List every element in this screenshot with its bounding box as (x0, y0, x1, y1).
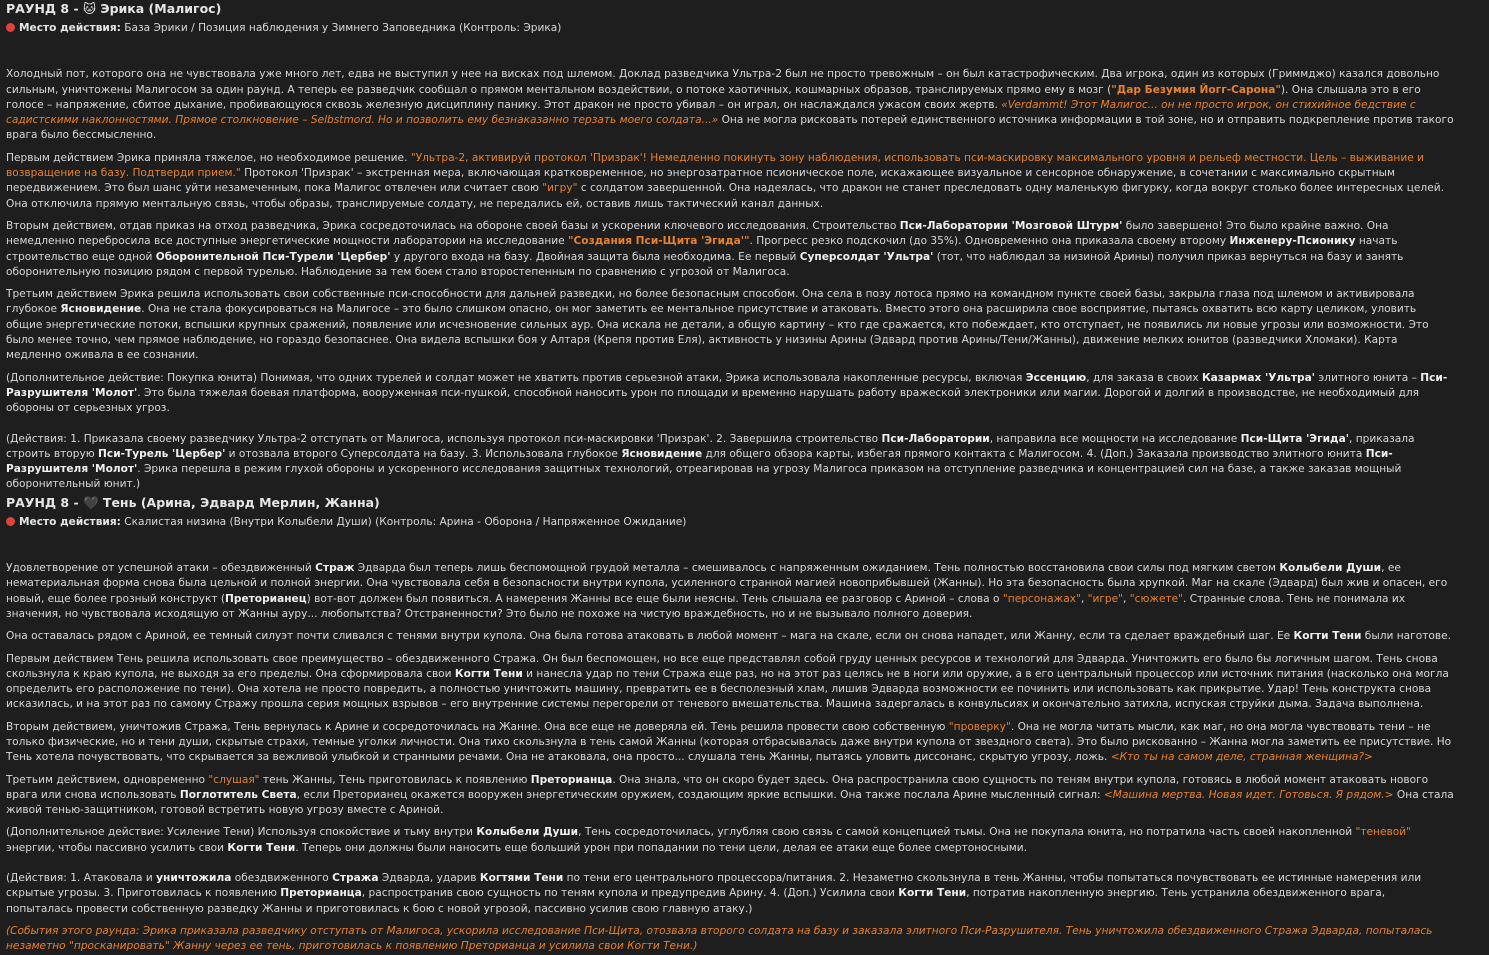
paragraph: Холодный пот, которого она не чувствовала уже много лет, едва не выступил у нее на висках под шлемом. Доклад разведчика Ультра-2 был не просто тревожным – он был катастрофическим. Два игрока, один из которых (Гриммджо) казался довольно сильным, уничтожены Малигосом за один раунд. А теперь ее разведчик сообщал о прямом ментальном воздействии, о потоке хаотичных, кошмарных образов, транслируемых прямо ему в мозг ("Дар Безумия Йогг-Сарона"). Она слышала это в его голосе – напряжение, сбитое дыхание, пробивающуюся сквозь железную дисциплину панику. Этот дракон не просто убивал – он играл, он наслаждался ужасом своих жертв. «Verdammt! Этот Малигос... он не просто игрок, он стихийное бедствие с садистскими наклонностями. Прямое столкновение – Selbstmord. Но и позволить ему безнаказанно терзать моего солдата...» Она не могла рисковать потерей единственного источника информации в той зоне, но и отправить подкрепление против такого врага было бессмысленно. (6, 68, 1454, 142)
round-pushpin-icon (6, 23, 15, 32)
location-label: Место действия: (19, 22, 121, 34)
paragraph: Третьим действием Эрика решила использовать свои собственные пси-способности для дальней разведки, но более безопасным способом. Она села в позу лотоса прямо на командном пункте своей базы, закрыла глаза под шлемом и активировала глубокое Ясновидение. Она не стала фокусироваться на Малигосе – это было слишком опасно, он мог заметить ее ментальное присутствие и атаковать. Вместо этого она расширила свое восприятие, пытаясь охватить всю карту целиком, уловить общие энергетические потоки, вспышки крупных сражений, появление или исчезновение сильных аур. Она искала не детали, а общую картину – кто где сражается, кто побеждает, кто отступает, не появились ли новые угрозы или возможности. Это было менее точно, чем прямое наблюдение, но гораздо безопаснее. Она видела вспышки боя у Алтаря (Крепя против Еля), активность у низины Арины (Эдвард против Арины/Тени/Жанны), движение мелких юнитов (разведчики Хломаки). Карта медленно оживала в ее сознании. (6, 288, 1429, 362)
paragraph: (Дополнительное действие: Покупка юнита) Понимая, что одних турелей и солдат может не хватить против серьезной атаки, Эрика использовала накопленные ресурсы, включая Эссенцию, для заказа в своих Казармах 'Ультра' элитного юнита – Пси-Разрушителя 'Молот'. Это была тяжелая боевая платформа, вооруженная пси-пушкой, способной наносить урон по площади и временно нарушать работу вражеской электроники или магии. Дорогой и долгий в производстве, не необходимый для обороны от серьезных угроз. (6, 371, 1448, 415)
paragraph: Вторым действием, отдав приказ на отход разведчика, Эрика сосредоточилась на обороне своей базы и ускорении ключевого исследования. Строительство Пси-Лаборатории 'Мозговой Штурм' было завершено! Это было крайне важно. Она немедленно перебросила все доступные энергетические мощности лаборатории на исследование "Создания Пси-Щита 'Эгида'". Прогресс резко подскочил (до 35%). Одновременно она приказала своему второму Инженеру-Псионику начать строительство еще одной Оборонительной Пси-Турели 'Цербер' у другого входа на базу. Двойная защита была необходима. Ее первый Суперсолдат 'Ультра' (тот, что наблюдал за низиной Арины) получил приказ вернуться на базу и занять оборонительную позицию рядом с первой турелью. Наблюдение за тем боем стало второстепенным по сравнению с угрозой от Малигоса. (6, 219, 1404, 278)
actions-summary: (Действия: 1. Приказала своему разведчику Ультра-2 отступать от Малигоса, используя протокол пси-маскировки 'Призрак'. 2. Завершила строительство Пси-Лаборатории, направила все мощности на исследование Пси-Щита 'Эгида', приказала строить вторую Пси-Турель 'Цербер' и отозвала второго Суперсолдата на базу. 3. Использовала глубокое Ясновидение для общего обзора карты, избегая прямого контакта с Малигосом. 4. (Доп.) Заказала производство элитного юнита Пси-Разрушителя 'Молот'. Эрика перешла в режим глухой обороны и ускоренного исследования защитных технологий, отреагировав на угрозу Малигоса приказом на отступление разведчика и концентрацией сил на базе, а также заказав мощный оборонительный юнит.) (6, 432, 1415, 491)
paragraph: Первым действием Эрика приняла тяжелое, но необходимое решение. "Ультра-2, активируй протокол 'Призрак'! Немедленно покинуть зону наблюдения, использовать пси-маскировку максимального уровня и рельеф местности. Цель – выживание и возвращение на базу. Подтверди прием." Протокол 'Призрак' – экстренная мера, включающая кратковременное, но энергозатратное псионическое поле, искажающее визуальное и сенсорное обнаружение, в сочетании с максимально скрытным передвижением. Это был шанс уйти незамеченным, пока Малигос отвлечен или считает свою "игру" с солдатом завершенной. Она надеялась, что дракон не станет преследовать одну маленькую фигурку, когда вокруг столько более интересных целей. Она отключила прямую ментальную связь, чтобы образы, транслируемые солдату, не передались ей, оставив лишь тактический канал данных. (6, 151, 1444, 210)
paragraph: Первым действием Тень решила использовать свое преимущество – обездвиженного Стража. Он был беспомощен, но все еще представлял собой груду ценных ресурсов и технологий для Эдварда. Уничтожить его было бы логичным шагом. Тень снова скользнула к краю купола, не выходя за его пределы. Она сформировала свои Когти Тени и нанесла удар по тени Стража еще раз, но на этот раз целясь не в ноги или оружие, а в его центральный процессор или источник питания (насколько она могла определить его расположение по тени). Она хотела не просто повредить, а полностью уничтожить машину, превратить ее в бесполезный хлам, лишив Эдварда возможности ее починить или использовать как прикрытие. Удар! Тень конструкта снова исказилась, и на этот раз по самому Стражу прошла серия мощных взрывов – его внутренние системы перегорели от теневого вмешательства. Машина задергалась в конвульсиях и окончательно затихла, испуская струйки дыма. Задача выполнена. (6, 652, 1449, 711)
paragraph: Третьим действием, одновременно "слушая" тень Жанны, Тень приготовилась к появлению Преторианца. Она знала, что он скоро будет здесь. Она распространила свою сущность по теням внутри купола, готовясь в любой момент атаковать нового врага или снова использовать Поглотитель Света, если Преторианец окажется вооружен энергетическим оружием, создающим яркие вспышки. Она также послала Арине мысленный сигнал: <Машина мертва. Новая идет. Готовься. Я рядом.> Она стала живой тенью-защитником, готовой встретить новую угрозу вместе с Ариной. (6, 773, 1454, 817)
round-pushpin-icon (6, 517, 15, 526)
round-heading-shadow: РАУНД 8 - 🖤 Тень (Арина, Эдвард Мерлин, Жанна) (6, 494, 380, 510)
paragraph: (Дополнительное действие: Усиление Тени) Используя спокойствие и тьму внутри Колыбели Души, Тень сосредоточилась, углубляя свою связь с самой концепцией тьмы. Она не покупала юнита, но потратила часть своей накопленной "теневой" энергии, чтобы пассивно усилить свои Когти Тени. Теперь они должны были наносить еще больший урон при попадании по тени цели, делая ее атаки еще более смертоносными. (6, 826, 1411, 854)
paragraph: Она оставалась рядом с Ариной, ее темный силуэт почти сливался с тенями внутри купола. Она была готова атаковать в любой момент – мага на скале, если он снова нападет, или Жанну, если та сделает враждебный шаг. Ее Когти Тени были наготове. (6, 630, 1451, 643)
paragraph: Удовлетворение от успешной атаки – обездвиженный Страж Эдварда был теперь лишь беспомощной грудой металла – смешивалось с напряженным ожиданием. Тень полностью восстановила свои силы под мягким светом Колыбели Души, ее нематериальная форма снова была цельной и полной энергии. Она чувствовала себя в безопасности внутри купола, усиленного странной магией новоприбывшей (Жанны). Но эта безопасность была хрупкой. Маг на скале (Эдвард) был жив и опасен, его новый, еще более грозный конструкт (Преторианец) вот-вот должен был появиться. А намерения Жанны все еще были неясны. Тень слышала ее разговор с Ариной – слова о "персонажах", "игре", "сюжете". Странные слова. Тень не понимала их значения, но чувствовала исходящую от Жанны ауру... любопытства? Отстраненности? Это было не похоже на чистую враждебность, но и не вызывало полного доверия. (6, 562, 1448, 620)
round-heading-erika: РАУНД 8 - 🐱 Эрика (Малигос) (6, 1, 222, 16)
location-line (6, 21, 1455, 36)
round-events-summary: (События этого раунда: Эрика приказала разведчику отступать от Малигоса, ускорила исследование Пси-Щита, отозвала второго солдата на базу и заказала элитного Пси-Разрушителя. Тень уничтожила обездвиженного Стража Эдварда, попыталась незаметно "просканировать" Жанну через ее тень, приготовилась к появлению Преторианца и усилила свои Когти Тени.) (6, 924, 1433, 953)
paragraph: Вторым действием, уничтожив Стража, Тень вернулась к Арине и сосредоточилась на Жанне. Она все еще не доверяла ей. Тень решила провести свою собственную "проверку". Она не могла читать мысли, как маг, но она могла чувствовать тени – не только физические, но и тени души, скрытые страхи, темные уголки личности. Она тихо скользнула в тень самой Жанны (которая отбрасывалась даже внутри купола от звездного света). Это было рискованно – Жанна могла заметить ее присутствие. Но Тень хотела почувствовать, что скрывается за вежливой улыбкой и странными речами. Она не атаковала, она просто... слушала тень Жанны, пытаясь уловить диссонанс, скрытую угрозу, ложь. <Кто ты на самом деле, странная женщина?> (6, 720, 1452, 764)
location-value: База Эрики / Позиция наблюдения у Зимнего Заповедника (Контроль: Эрика) (124, 22, 562, 34)
location-value: Скалистая низина (Внутри Колыбели Души) (Контроль: Арина - Оборона / Напряженное Ожидание) (124, 515, 687, 528)
location-line (6, 515, 1455, 530)
location-label: Место действия: (19, 515, 121, 528)
actions-summary: (Действия: 1. Атаковала и уничтожила обездвиженного Стража Эдварда, ударив Когтями Тени по тени его центрального процессора/питания. 2. Незаметно скользнула в тень Жанны, чтобы попытаться почувствовать ее истинные намерения или скрытые угрозы. 3. Приготовилась к появлению Преторианца, распространив свою сущность по теням купола и предупредив Арину. 4. (Доп.) Усилила свои Когти Тени, потратив накопленную энергию. Тень устранила обездвиженного врага, попыталась провести собственную разведку Жанны и приготовилась к бою с новой угрозой, пассивно усилив свою главную атаку.) (6, 872, 1422, 915)
